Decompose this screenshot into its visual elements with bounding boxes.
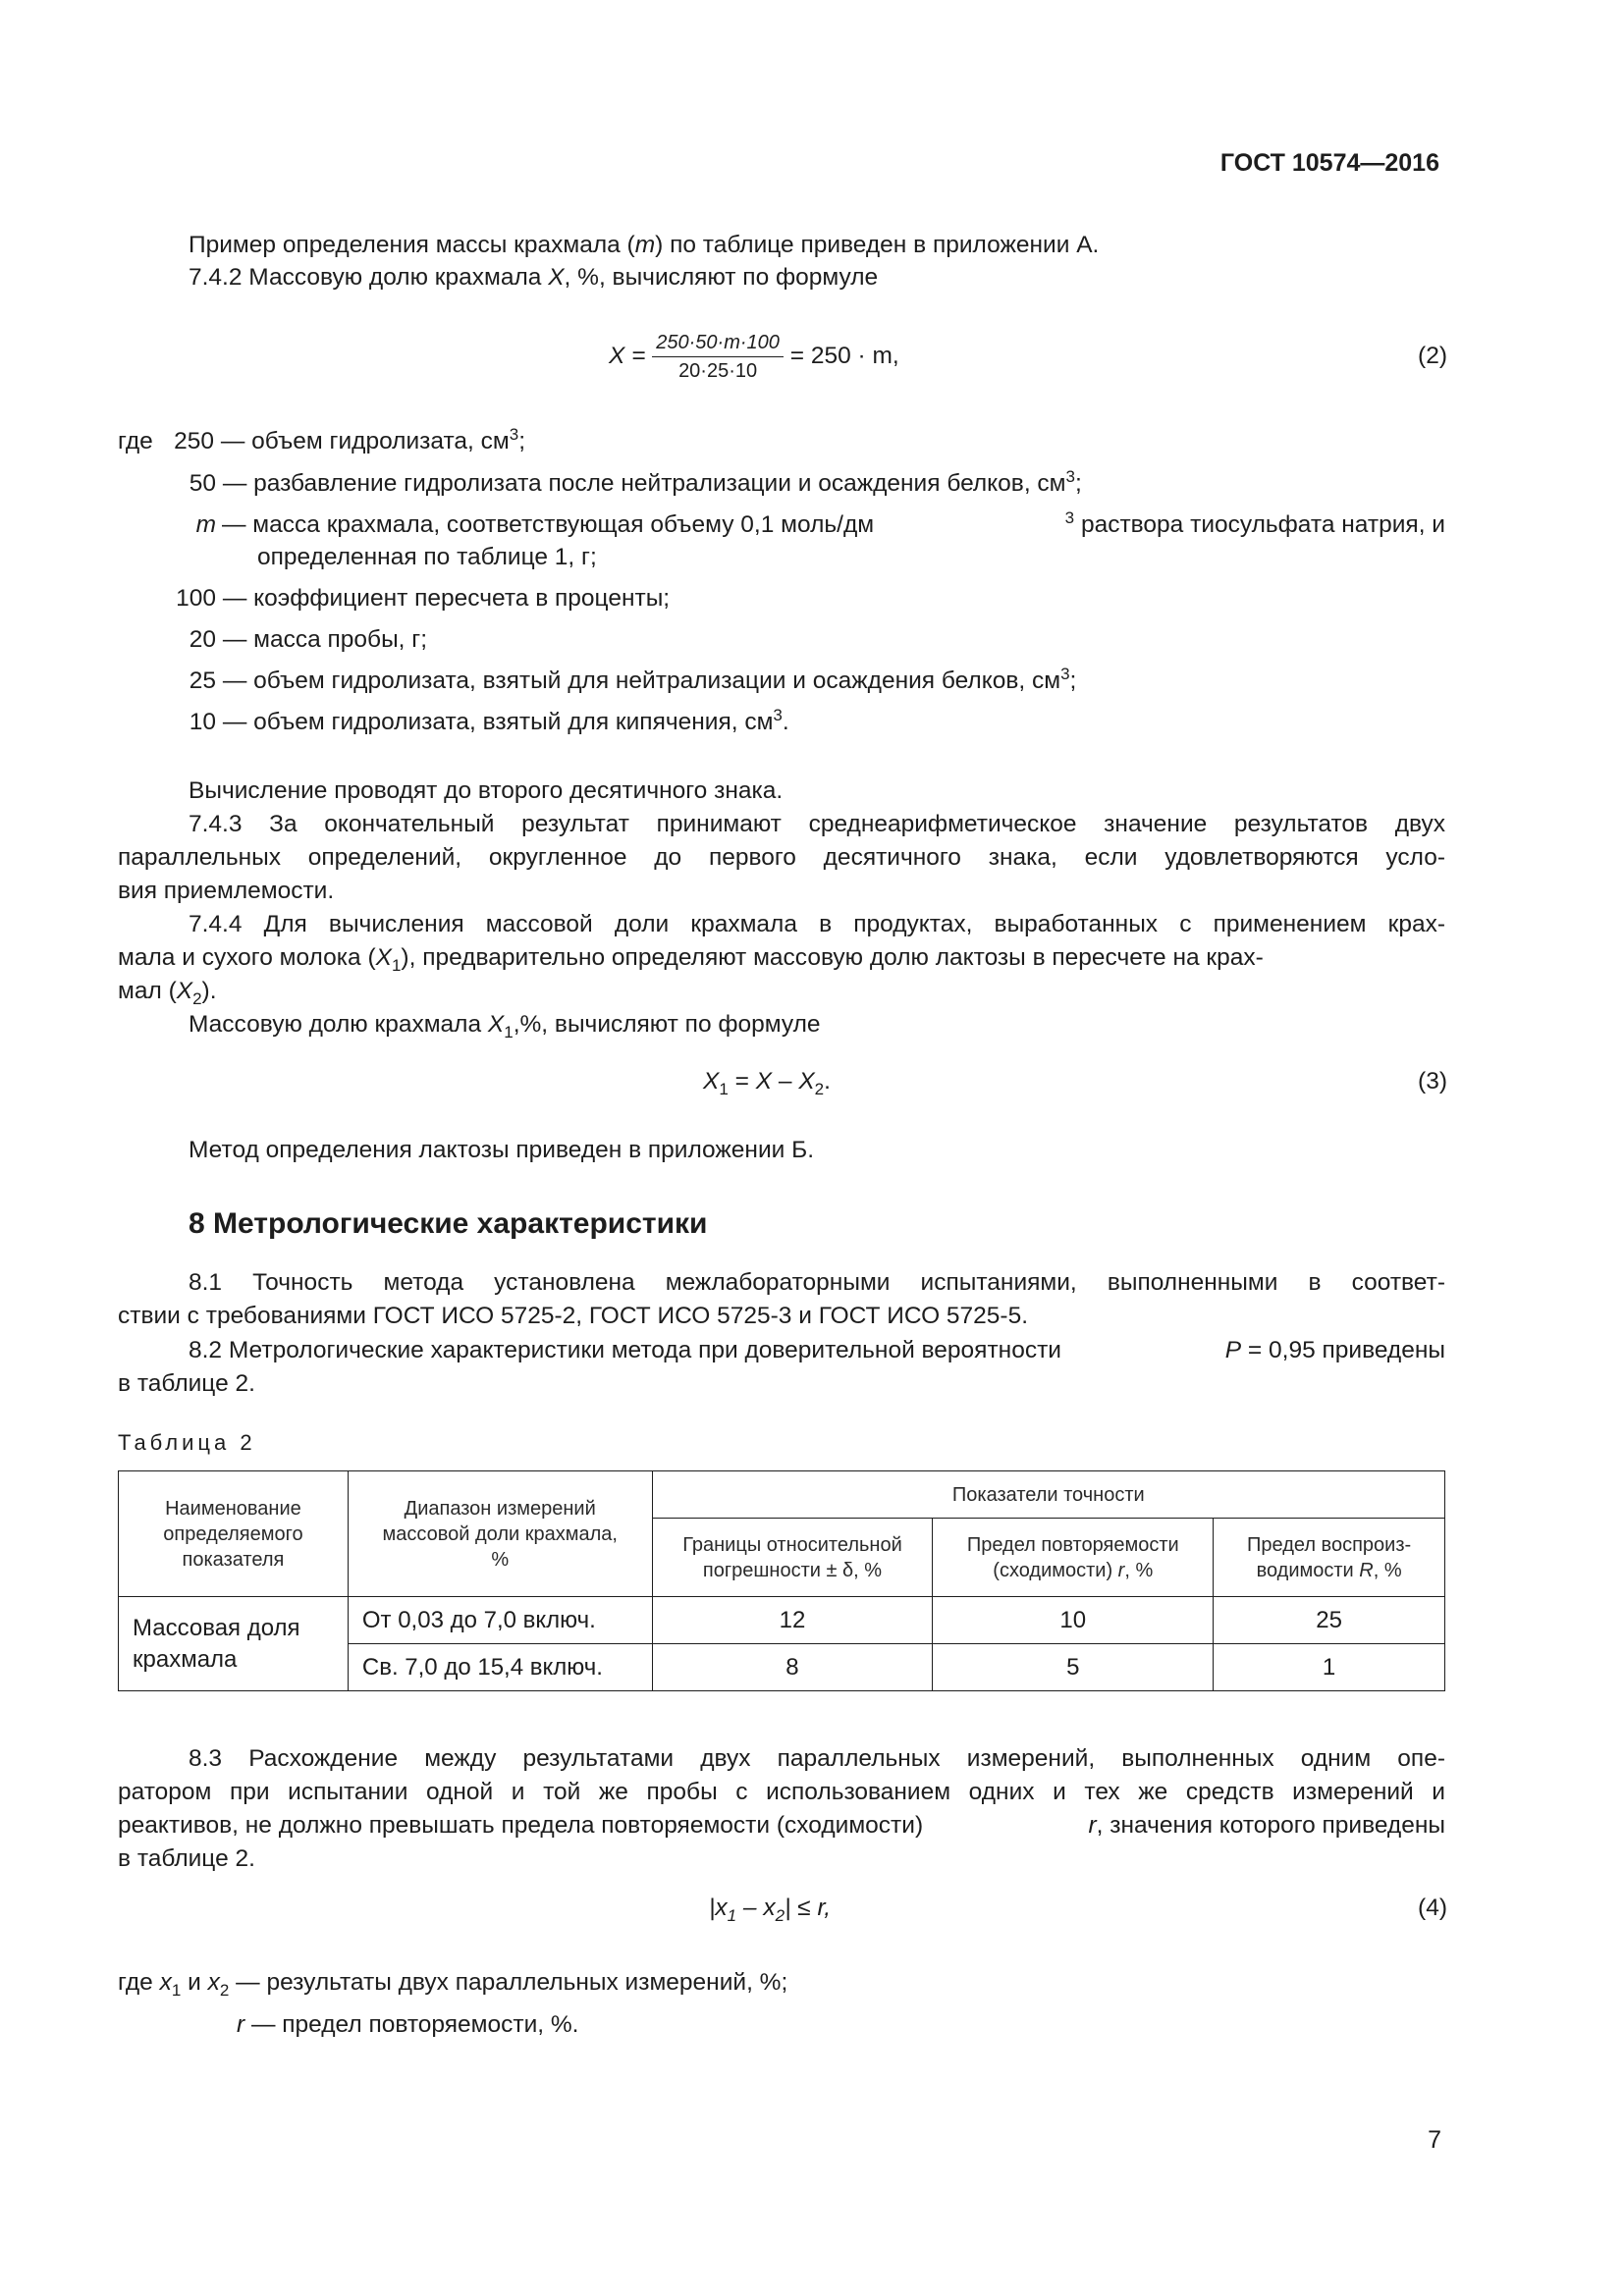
paragraph-example: Пример определения массы крахмала (m) по таблице приведен в приложении А. <box>189 232 1100 258</box>
header-cell-reproducibility: Предел воспроиз- водимости R, % <box>1214 1519 1445 1597</box>
row-name-cell: Массовая доля крахмала <box>119 1597 349 1691</box>
range-cell: Св. 7,0 до 15,4 включ. <box>348 1644 652 1691</box>
table-header-row <box>119 1471 1445 1519</box>
legend-item: 50 — разбавление гидролизата после нейтрализации и осаждения белков, $см^3$; <box>189 466 1082 497</box>
formula-2: X = $\frac{250\cdot 50\cdot m\cdot 100}{20\cdot 25\cdot 10}$ = 250 · m, <box>609 329 899 385</box>
header-cell-name: Наименование определяемого показателя <box>119 1471 349 1597</box>
equation-number-4: (4) <box>1418 1895 1447 1921</box>
paragraph-calculation: Вычисление проводят до второго десятичного знака. <box>189 777 784 804</box>
paragraph-8-2-line2: в таблице 2. <box>118 1370 255 1397</box>
paragraph-7-4-2: 7.4.2 Массовую долю крахмала X, %, вычисляют по формуле <box>189 264 879 291</box>
paragraph-x1: Массовую долю крахмала $X_1,\%$, вычисляют по формуле <box>189 1011 821 1041</box>
legend-item: m — масса крахмала, соответствующая объему 0,1 моль/дм $^3$ раствора тиосульфата натрия, и <box>195 507 1445 538</box>
legend-4-line2: r — предел повторяемости, %. <box>237 2011 579 2038</box>
legend-item: 10 — объем гидролизата, взятый для кипячения, $см^3$. <box>189 705 789 735</box>
metrology-table <box>118 1470 1445 1691</box>
paragraph-8-1-line1: 8.1 Точность метода установлена межлабораторными испытаниями, выполненными в соответ- <box>189 1269 1445 1296</box>
paragraph-7-4-3-line1: 7.4.3 За окончательный результат принимают среднеарифметическое значение результатов двух <box>189 811 1445 837</box>
header-cell-accuracy: Показатели точности <box>652 1471 1444 1519</box>
paragraph-8-2-line1: 8.2 Метрологические характеристики метода при доверительной вероятности P = 0,95 приведены <box>189 1337 1445 1363</box>
reproducibility-cell: 1 <box>1214 1644 1445 1691</box>
delta-cell: 12 <box>652 1597 933 1644</box>
legend-item-continuation: определенная по таблице 1, г; <box>257 544 597 570</box>
paragraph-8-1-line2: ствии с требованиями ГОСТ ИСО 5725-2, ГОСТ ИСО 5725-3 и ГОСТ ИСО 5725-5. <box>118 1303 1029 1329</box>
equation-number-2: (2) <box>1418 343 1447 369</box>
formula-3: $X_1 = X - X_2$. <box>703 1068 831 1098</box>
formula-2-fraction: $\frac{250\cdot 50\cdot m\cdot 100}{20\cdot 25\cdot 10}$ <box>652 329 784 385</box>
repeatability-cell: 10 <box>933 1597 1214 1644</box>
range-cell: От 0,03 до 7,0 включ. <box>348 1597 652 1644</box>
legend-item: 25 — объем гидролизата, взятый для нейтрализации и осаждения белков, $см^3$; <box>189 664 1077 694</box>
formula-4: $|x_1 - x_2| \le r$, <box>709 1895 832 1925</box>
paragraph-7-4-4-line1: 7.4.4 Для вычисления массовой доли крахмала в продуктах, выработанных с применением крах- <box>189 911 1445 937</box>
header-cell-delta: Границы относительной погрешности ± δ, % <box>652 1519 933 1597</box>
legend-where: где <box>118 428 153 454</box>
paragraph-8-3-line4: в таблице 2. <box>118 1845 255 1872</box>
paragraph-8-3-line2: ратором при испытании одной и той же пробы с использованием одних и тех же средств измерений и <box>118 1779 1445 1805</box>
paragraph-lactose: Метод определения лактозы приведен в приложении Б. <box>189 1137 815 1163</box>
header-cell-range: Диапазон измерений массовой доли крахмала, % <box>348 1471 652 1597</box>
repeatability-cell: 5 <box>933 1644 1214 1691</box>
reproducibility-cell: 25 <box>1214 1597 1445 1644</box>
page-number: 7 <box>1428 2126 1441 2154</box>
paragraph-8-3-line3: реактивов, не должно превышать предела повторяемости (сходимости) r, значения которого приведены <box>118 1812 1445 1839</box>
legend-item: 20 — масса пробы, г; <box>189 626 428 653</box>
paragraph-7-4-4-line3: мал $(X_2)$. <box>118 978 217 1008</box>
table-row <box>119 1597 1445 1644</box>
document-header: ГОСТ 10574—2016 <box>1219 149 1439 177</box>
table-caption: Таблица 2 <box>118 1430 256 1455</box>
paragraph-7-4-3-line2: параллельных определений, округленное до первого десятичного знака, если удовлетворяются усло- <box>118 844 1445 871</box>
header-cell-repeatability: Предел повторяемости (сходимости) r, % <box>933 1519 1214 1597</box>
paragraph-7-4-3-line3: вия приемлемости. <box>118 878 335 904</box>
legend-4-line1: где $x_1$ и $x_2$ — результаты двух параллельных измерений, %; <box>118 1969 788 2000</box>
section-heading: 8 Метрологические характеристики <box>189 1207 708 1240</box>
legend-item: 100 — коэффициент пересчета в проценты; <box>176 585 671 612</box>
paragraph-7-4-4-line2: мала и сухого молока $(X_1)$, предварительно определяют массовую долю лактозы в пересчете на крах- <box>118 944 1264 975</box>
delta-cell: 8 <box>652 1644 933 1691</box>
equation-number-3: (3) <box>1418 1068 1447 1095</box>
legend-item: 250 — объем гидролизата, $см^3$; <box>174 424 526 454</box>
paragraph-8-3-line1: 8.3 Расхождение между результатами двух параллельных измерений, выполненных одним опе- <box>189 1745 1445 1772</box>
